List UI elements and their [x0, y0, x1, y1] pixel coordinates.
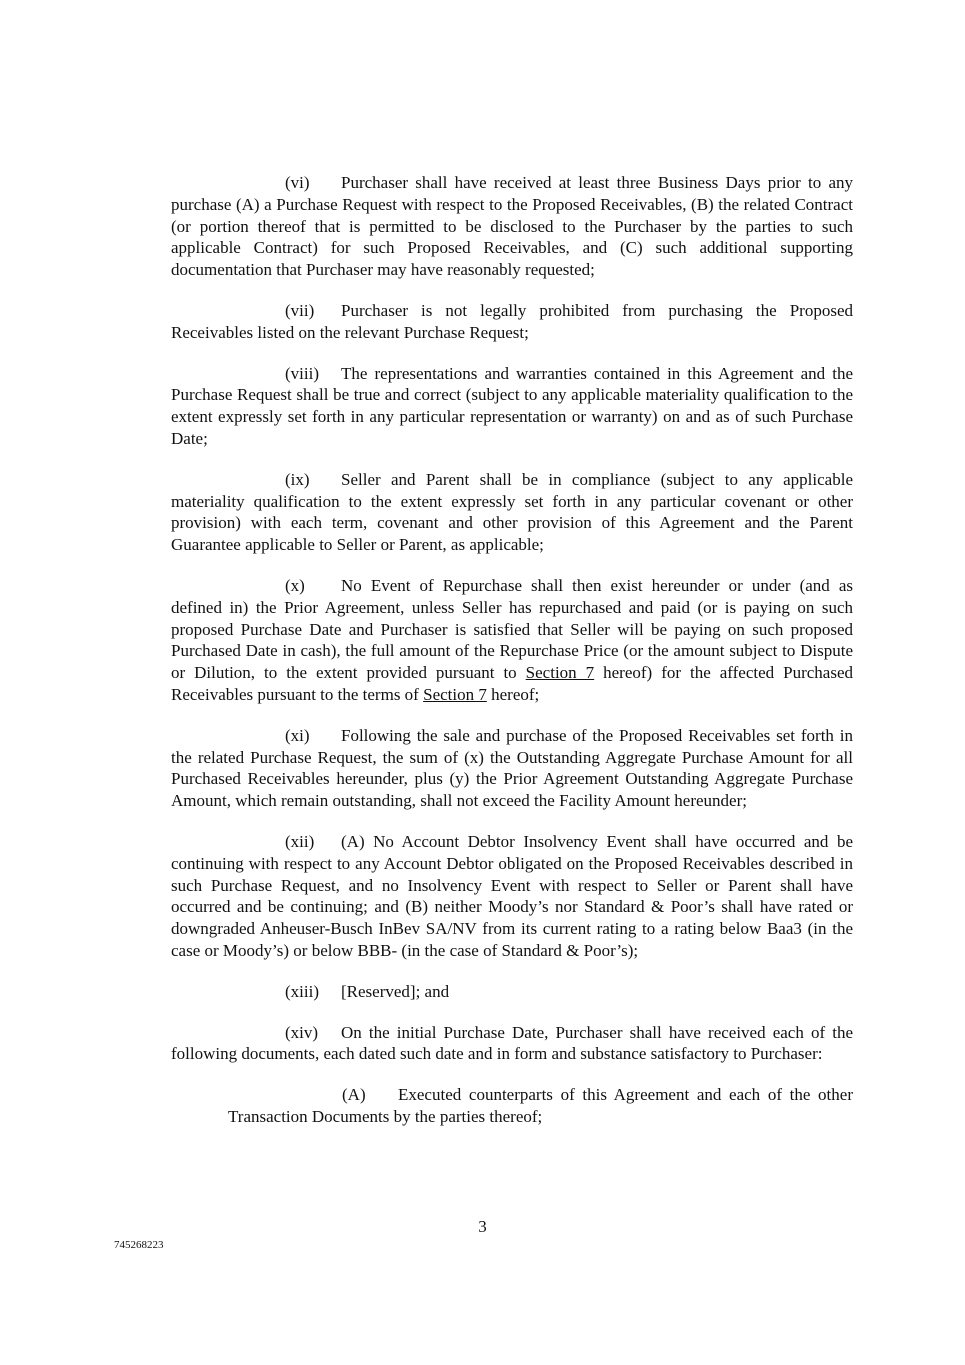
- clause-number: (vi): [285, 173, 310, 192]
- clause-viii: [171, 363, 853, 450]
- subclause-text: Executed counterparts of this Agreement and each of the other Transaction Documents by the parties thereof;: [228, 1085, 853, 1126]
- subclause-number: (A): [342, 1085, 366, 1105]
- clause-xi: [171, 725, 853, 812]
- clause-text: On the initial Purchase Date, Purchaser shall have received each of the following documents, each dated such date and in form and substance satisfactory to Purchaser:: [171, 1022, 853, 1064]
- clause-text: Purchaser shall have received at least three Business Days prior to any purchase (A) a Purchase Request with respect to the Proposed Receivables, (B) the related Contract (or portion thereof that is permitted to be disclosed to the Purchaser by the parties to such applicable Contract) for such Proposed Receivables, and (C) such additional supporting documentation that Purchaser may have reasonably requested;: [171, 173, 853, 280]
- clause-text: Following the sale and purchase of the Proposed Receivables set forth in the related Purchase Request, the sum of (x) the Outstanding Aggregate Purchase Amount for all Purchased Receivables hereunder, plus (y) the Prior Agreement Outstanding Aggregate Purchase Amount, which remain outstanding, shall not exceed the Facility Amount hereunder;: [171, 725, 853, 811]
- clause-text: (A) No Account Debtor Insolvency Event shall have occurred and be continuing with respect to any Account Debtor obligated on the Proposed Receivables described in such Purchase Request, and no Insolvency Event with respect to Seller or Parent shall have occurred and be continuing; and (B) neither Moody’s nor Standard & Poor’s shall have rated or downgraded Anheuser-Busch InBev SA/NV from its current rating to a rating below Baa3 (in the case or Moody’s) or below BBB- (in the case of Standard & Poor’s);: [171, 831, 853, 960]
- clause-text: No Event of Repurchase shall then exist hereunder or under (and as defined in) the Prior Agreement, unless Seller has repurchased and paid (or is paying on such proposed Purchase Date and Purchaser is satisfied that Seller will be paying on such proposed Purchased Date in cash), the full amount of the Repurchase Price (or the amount subject to Dispute or Dilution, to the extent provided pursuant to: [171, 575, 853, 683]
- clause-text: [Reserved]; and: [341, 981, 450, 1001]
- clause-number: (xiii): [285, 981, 319, 1001]
- clause-number: (ix): [285, 469, 310, 489]
- clause-number: (x): [285, 575, 305, 595]
- clause-ix: [171, 469, 853, 556]
- subclause-a: [228, 1084, 853, 1128]
- clause-text: Seller and Parent shall be in compliance (subject to any applicable materiality qualification to the extent expressly set forth in any particular covenant or other provision) with each term, covenant and other provision of this Agreement and the Parent Guarantee applicable to Seller or Parent, as applicable;: [171, 469, 853, 555]
- document-body: [171, 172, 853, 1147]
- clause-vii: [171, 300, 853, 344]
- clause-xii: [171, 831, 853, 962]
- clause-number: (vii): [285, 300, 315, 320]
- clause-xiii: [171, 981, 853, 1003]
- clause-vi: [171, 172, 853, 281]
- document-id: 745268223: [114, 1239, 164, 1251]
- clause-number: (xii): [285, 831, 315, 851]
- clause-number: (xi): [285, 725, 310, 745]
- clause-text: Purchaser is not legally prohibited from purchasing the Proposed Receivables listed on the relevant Purchase Request;: [171, 300, 853, 342]
- page-number: 3: [478, 1217, 487, 1236]
- clause-number: (viii): [285, 363, 319, 383]
- section-reference: Section 7: [423, 684, 487, 704]
- clause-xiv: [171, 1022, 853, 1066]
- clause-text: hereof;: [491, 684, 540, 704]
- clause-number: (xiv): [285, 1022, 319, 1042]
- section-reference: Section 7: [525, 663, 595, 683]
- clause-text: hereof) for the affected Purchased Receivables pursuant to the terms of: [171, 663, 854, 704]
- clause-text: The representations and warranties contained in this Agreement and the Purchase Request shall be true and correct (subject to any applicable materiality qualification to the extent expressly set forth in any particular representation or warranty) on and as of such Purchase Date;: [171, 363, 853, 448]
- clause-x: [171, 575, 853, 706]
